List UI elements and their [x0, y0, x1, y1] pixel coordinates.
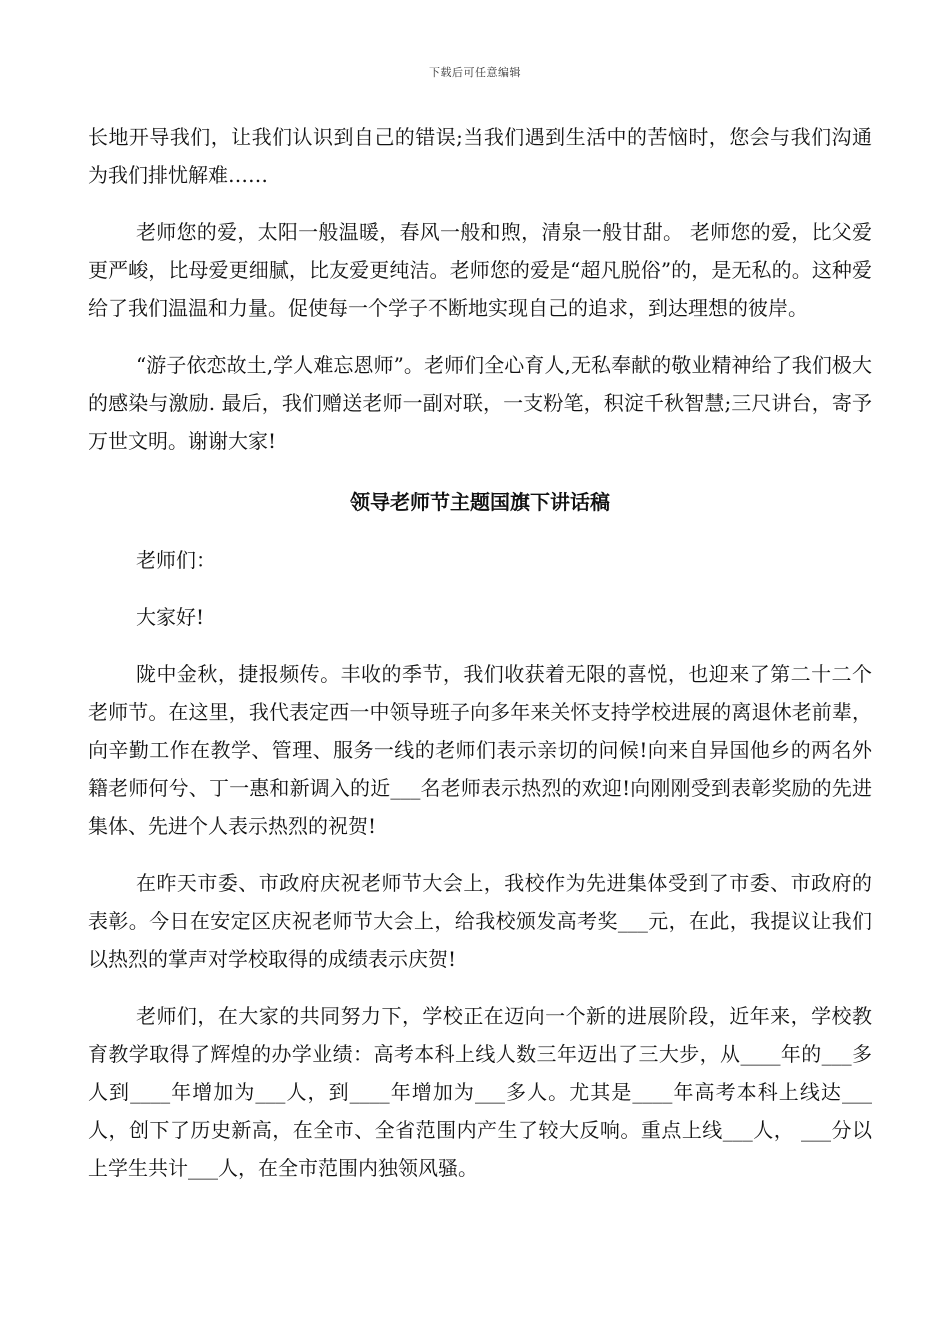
page-header-note: 下载后可任意编辑 [429, 66, 521, 79]
greeting: 大家好! [136, 605, 205, 629]
paragraph-achievements: 老师们，在大家的共同努力下，学校正在迈向一个新的进展阶段，近年来，学校教育教学取得了辉煌的办学业绩：高考本科上线人数三年迈出了三大步，从____年的___多人到____年增加为___人，到____年增加为___多人。尤其是____年高考本科上线达___人，创下了历史新高，在全市、全省范围内产生了较大反响。重点上线___人， ___分以上学生共计___人，在全市范围内独领风骚。 [88, 1004, 872, 1180]
paragraph-festival-greetings: 陇中金秋，捷报频传。丰收的季节，我们收获着无限的喜悦，也迎来了第二十二个老师节。在这里，我代表定西一中领导班子向多年来关怀支持学校进展的离退休老前辈，向辛勤工作在教学、管理、服务一线的老师们表示亲切的问候!向来自异国他乡的两名外籍老师何兮、丁一惠和新调入的近___名老师表示热烈的欢迎!向刚刚受到表彰奖励的先进集体、先进个人表示热烈的祝贺! [88, 662, 872, 838]
paragraph-teacher-love: 老师您的爱，太阳一般温暖，春风一般和煦，清泉一般甘甜。 老师您的爱，比父爱更严峻，比母爱更细腻，比友爱更纯洁。老师您的爱是“超凡脱俗”的，是无私的。这种爱给了我们温温和力量。促使每一个学子不断地实现自己的追求，到达理想的彼岸。 [88, 220, 872, 320]
paragraph-continuation: 长地开导我们，让我们认识到自己的错误;当我们遇到生活中的苦恼时，您会与我们沟通为我们排忧解难…… [88, 125, 872, 187]
document-body [88, 118, 872, 1187]
salutation: 老师们： [136, 548, 216, 572]
paragraph-closing: “游子依恋故土,学人难忘恩师”。老师们全心育人,无私奉献的敬业精神给了我们极大的感染与激励. 最后，我们赠送老师一副对联，一支粉笔，积淀千秋智慧;三尺讲台，寄予万世文明。谢谢大家! [88, 353, 872, 453]
section-title: 领导老师节主题国旗下讲话稿 [350, 490, 610, 514]
paragraph-commendation: 在昨天市委、市政府庆祝老师节大会上，我校作为先进集体受到了市委、市政府的表彰。今日在安定区庆祝老师节大会上，给我校颁发高考奖___元，在此，我提议让我们以热烈的掌声对学校取得的成绩表示庆贺! [88, 871, 872, 971]
